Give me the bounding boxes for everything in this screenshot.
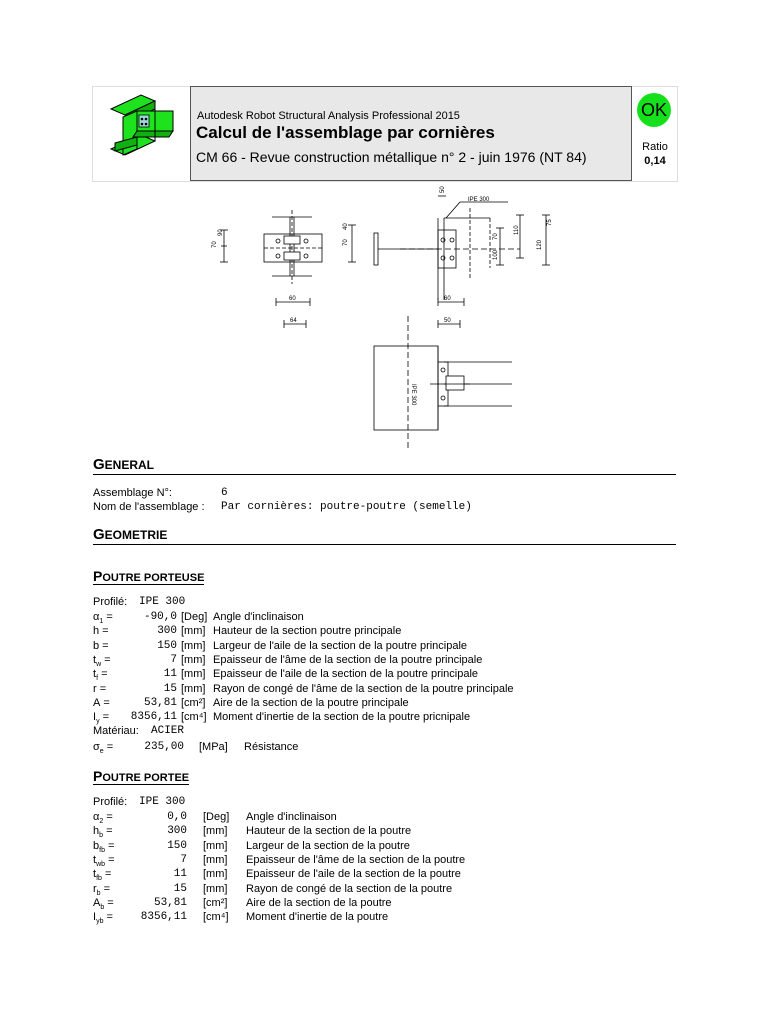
property-symbol: $t_{wb}$ = — [93, 853, 115, 869]
report-subtitle: CM 66 - Revue construction métallique n° 2 - juin 1976 (NT 84) — [196, 149, 587, 165]
dim-label: 100 — [493, 249, 499, 260]
property-unit: [Deg] — [181, 611, 208, 623]
property-symbol: $t_{fb}$ = — [93, 868, 112, 883]
property-value: 53,81 — [143, 696, 177, 709]
dim-label: 75 — [547, 219, 553, 226]
profile-label: IPE 300 — [410, 384, 416, 406]
dim-label: 90 — [218, 229, 224, 236]
property-value: 7 — [180, 853, 187, 866]
property-value: 15 — [163, 682, 177, 695]
dim-label: 70 — [493, 233, 499, 240]
property-unit: [mm] — [203, 839, 228, 852]
side-view-drawing — [374, 196, 550, 328]
property-symbol: r = — [93, 682, 107, 695]
property-unit: [mm] — [181, 639, 206, 652]
property-description: Résistance — [244, 741, 299, 753]
property-description: Moment d'inertie de la section de la poutre pricnipale — [213, 711, 471, 724]
ok-status-badge: OK — [637, 93, 671, 127]
property-symbol: $\alpha_1$ = — [93, 611, 113, 626]
property-symbol: $t_f$ = — [93, 668, 108, 683]
profile-row: Profilé: IPE 300 — [93, 796, 186, 808]
dim-label: 70 — [343, 239, 349, 246]
property-symbol: $\alpha_2$ = — [93, 811, 113, 826]
property-symbol: $h_b$ = — [93, 825, 113, 840]
dim-label: 40 — [343, 223, 349, 230]
property-description: Moment d'inertie de la poutre — [246, 911, 389, 924]
property-value: 11 — [163, 668, 177, 681]
property-symbol: $I_y$ = — [93, 711, 110, 726]
property-value: -90,0 — [143, 611, 177, 623]
property-symbol: $A_b$ = — [93, 896, 114, 911]
profile-row: Matériau: ACIER — [93, 725, 185, 737]
profile-label: IPE 300 — [468, 197, 490, 203]
subsection-poutre-porteuse: POUTRE PORTEUSE — [93, 568, 205, 584]
property-description: Angle d'inclinaison — [213, 611, 304, 623]
property-unit: [cm⁴] — [181, 711, 207, 724]
property-value: 235,00 — [144, 741, 184, 753]
dim-label: 50 — [440, 186, 446, 193]
property-value: 300 — [157, 625, 177, 638]
property-unit: [mm] — [203, 882, 228, 895]
app-name: Autodesk Robot Structural Analysis Professional 2015 — [197, 110, 460, 122]
property-symbol: h = — [93, 625, 109, 638]
section-geometrie: GEOMETRIE — [93, 526, 676, 545]
property-value: 300 — [167, 825, 187, 838]
property-value: 7 — [170, 653, 177, 666]
general-row: Nom de l'assemblage : Par cornières: poutre-poutre (semelle) — [93, 501, 472, 513]
property-symbol: $r_b$ = — [93, 882, 111, 897]
property-description: Epaisseur de l'aile de la section de la poutre — [246, 868, 461, 881]
property-unit: [Deg] — [203, 811, 230, 823]
subsection-poutre-portee: POUTRE PORTEE — [93, 768, 190, 784]
property-unit: [mm] — [203, 825, 228, 838]
property-symbol: A = — [93, 696, 110, 709]
dim-label: 50 — [444, 318, 451, 324]
property-description: Largeur de la section de la poutre — [246, 839, 410, 852]
property-symbol: $t_w$ = — [93, 653, 111, 669]
general-row: Assemblage N°: 6 — [93, 487, 228, 499]
property-value: 8356,11 — [140, 911, 187, 924]
dim-label: 120 — [537, 239, 543, 250]
property-unit: [mm] — [181, 668, 206, 681]
property-value: 8356,11 — [130, 711, 177, 724]
property-description: Hauteur de la section de la poutre — [246, 825, 412, 838]
front-view-drawing — [220, 210, 356, 328]
property-unit: [mm] — [181, 653, 206, 666]
property-value: 11 — [173, 868, 187, 881]
property-description: Epaisseur de l'âme de la section de la poutre principale — [213, 653, 483, 666]
property-unit: [mm] — [203, 868, 228, 881]
property-value: 0,0 — [167, 811, 187, 823]
ratio-label: Ratio — [642, 141, 668, 153]
top-view-drawing — [374, 316, 512, 450]
property-value: 15 — [173, 882, 187, 895]
dim-label: 64 — [290, 318, 297, 324]
property-unit: [cm²] — [203, 896, 228, 909]
property-unit: [cm²] — [181, 696, 206, 709]
property-description: Angle d'inclinaison — [246, 811, 337, 823]
property-description: Aire de la section de la poutre — [246, 896, 392, 909]
property-description: Largeur de l'aile de la section de la poutre principale — [213, 639, 468, 652]
property-description: Rayon de congé de la section de la poutre — [246, 882, 453, 895]
property-symbol: $b_{fb}$ = — [93, 839, 115, 854]
property-description: Epaisseur de l'aile de la section de la poutre principale — [213, 668, 479, 681]
property-unit: [MPa] — [199, 741, 228, 753]
property-unit: [mm] — [203, 853, 228, 866]
profile-row: Profilé: IPE 300 — [93, 596, 186, 608]
property-value: 53,81 — [153, 896, 187, 909]
dim-label: 110 — [514, 225, 520, 235]
property-unit: [mm] — [181, 682, 206, 695]
section-general: GENERAL — [93, 456, 676, 475]
property-symbol: b = — [93, 639, 109, 652]
property-unit: [mm] — [181, 625, 206, 638]
dim-label: 60 — [444, 296, 451, 302]
property-symbol: $I_{yb}$ = — [93, 911, 113, 926]
dim-label: 60 — [289, 296, 296, 302]
property-value: 150 — [157, 639, 177, 652]
connection-drawing — [0, 0, 768, 460]
property-symbol: $\sigma_e$ = — [93, 741, 114, 756]
property-description: Hauteur de la section poutre principale — [213, 625, 402, 638]
ratio-value: 0,14 — [644, 155, 666, 167]
property-description: Epaisseur de l'âme de la section de la poutre — [246, 853, 466, 866]
property-unit: [cm⁴] — [203, 911, 229, 924]
property-value: 150 — [167, 839, 187, 852]
property-description: Rayon de congé de l'âme de la section de la poutre principale — [213, 682, 514, 695]
property-description: Aire de la section de la poutre principale — [213, 696, 409, 709]
dim-label: 70 — [212, 241, 218, 248]
report-title: Calcul de l'assemblage par cornières — [196, 123, 495, 142]
